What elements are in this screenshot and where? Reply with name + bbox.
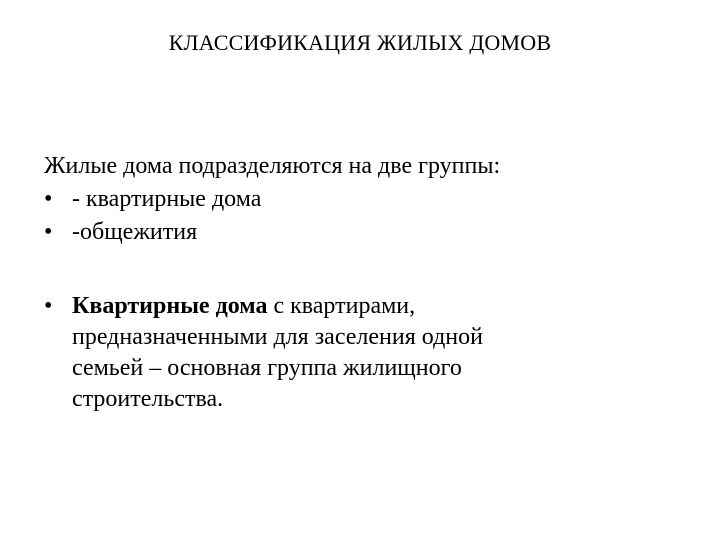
group-label-dormitory: -общежития <box>72 219 198 245</box>
main-point-line2: предназначенными для заселения одной <box>72 324 483 350</box>
main-point-paragraph <box>44 291 684 415</box>
bullet-icon: • <box>44 293 53 319</box>
list-item <box>44 183 684 216</box>
spacer <box>44 249 684 291</box>
slide-content <box>44 150 684 415</box>
list-item <box>44 216 684 249</box>
group-list <box>44 183 684 249</box>
intro-text: Жилые дома подразделяются на две группы: <box>44 153 501 179</box>
slide-title: КЛАССИФИКАЦИЯ ЖИЛЫХ ДОМОВ <box>168 30 552 55</box>
bullet-icon: • <box>44 186 53 212</box>
bullet-icon: • <box>44 219 53 245</box>
main-point-line3: семьей – основная группа жилищного <box>72 355 462 381</box>
main-point-term: Квартирные дома <box>72 293 268 319</box>
main-point-line1: с квартирами, <box>267 293 416 319</box>
group-label-apartment: - квартирные дома <box>72 186 262 212</box>
main-point-line4: строительства. <box>72 386 224 412</box>
